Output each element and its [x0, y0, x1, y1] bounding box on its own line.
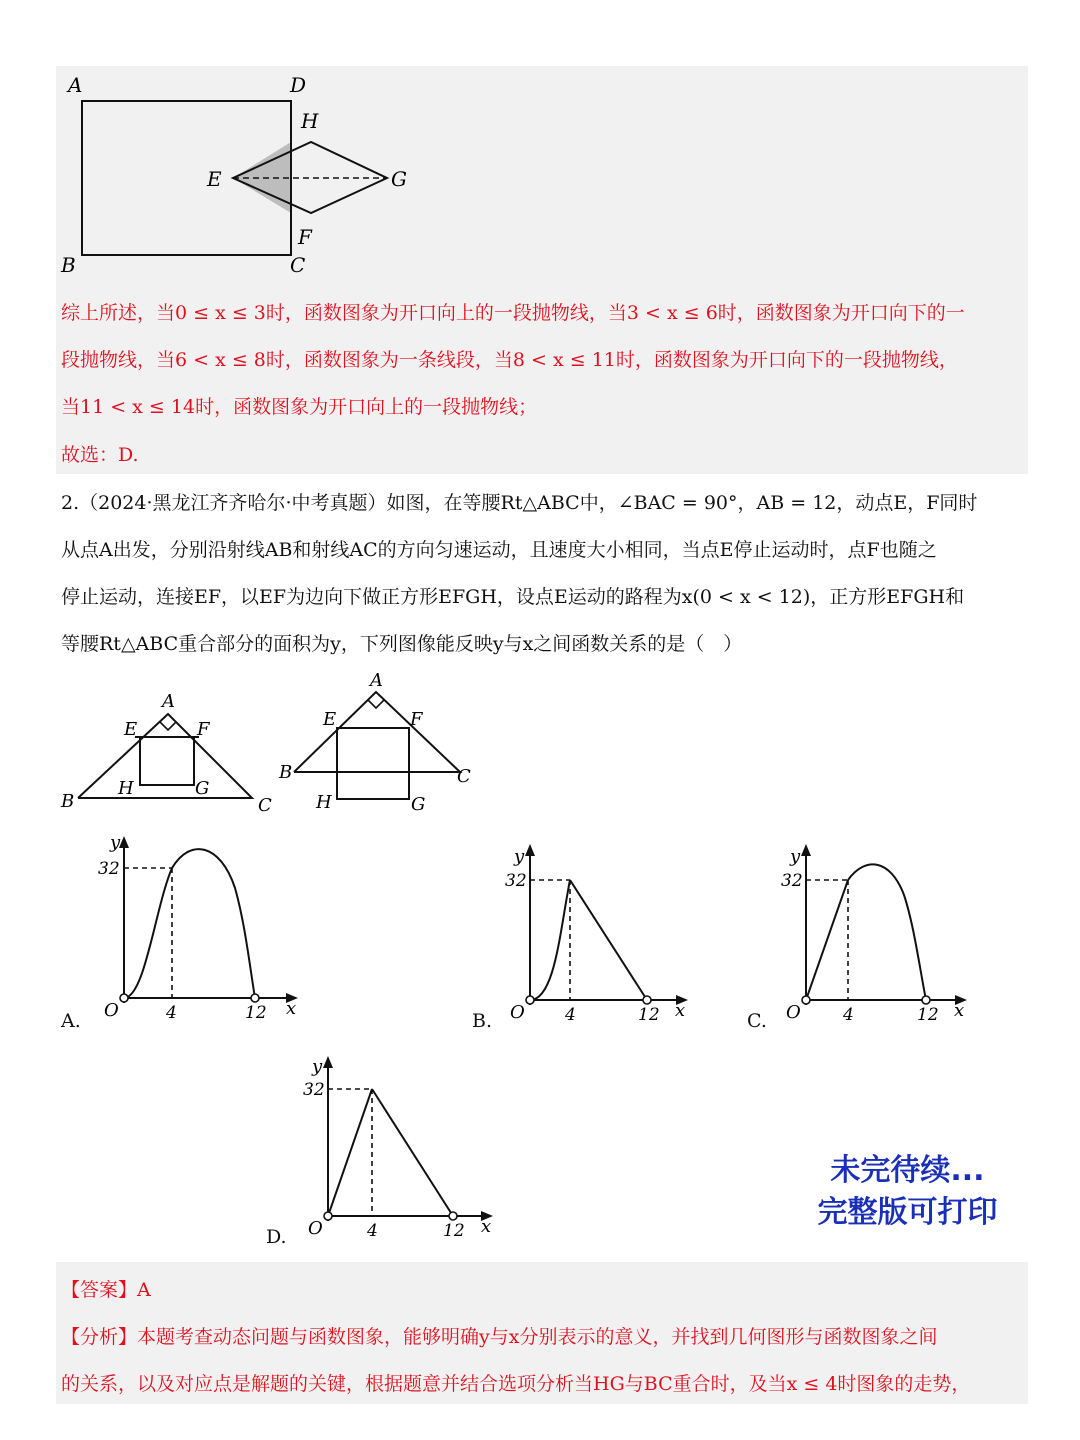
- opt-b-origin: O: [510, 1002, 525, 1023]
- tri2-label-E: E: [323, 709, 337, 730]
- answer-line: 【答案】A: [61, 1279, 151, 1301]
- opt-d-y-mark: 32: [303, 1080, 325, 1100]
- opt-d-x-mark-4: 4: [367, 1221, 378, 1240]
- label-A: A: [68, 73, 83, 97]
- tri1-label-A: A: [162, 691, 175, 712]
- tri2-label-G: G: [411, 794, 426, 815]
- label-G: G: [391, 167, 407, 191]
- option-a-label[interactable]: A.: [61, 1010, 81, 1032]
- analysis-line-1: 【分析】本题考查动态问题与函数图象，能够明确y与x分别表示的意义，并找到几何图形与函数图象之间: [61, 1326, 938, 1348]
- opt-c-x-mark-12: 12: [917, 1005, 939, 1025]
- opt-b-x-mark-4: 4: [565, 1005, 576, 1025]
- opt-a-origin: O: [104, 1000, 119, 1021]
- opt-a-x-mark-4: 4: [166, 1003, 177, 1023]
- solution-final-answer: 故选：D.: [61, 444, 139, 466]
- opt-a-x-axis: x: [286, 998, 297, 1019]
- tri1-label-H: H: [118, 778, 134, 799]
- option-c-label[interactable]: C.: [747, 1010, 767, 1032]
- option-b-label[interactable]: B.: [472, 1010, 493, 1032]
- label-H: H: [301, 109, 319, 133]
- tri2-label-A: A: [370, 670, 383, 691]
- tri2-label-B: B: [279, 762, 293, 783]
- analysis-line-2: 的关系，以及对应点是解题的关键，根据题意并结合选项分析当HG与BC重合时，及当x ≤ 4时图象的走势，: [61, 1373, 971, 1395]
- opt-c-x-mark-4: 4: [843, 1005, 854, 1025]
- opt-d-origin: O: [308, 1218, 323, 1239]
- label-F: F: [298, 225, 312, 249]
- option-d-graph: [298, 1050, 508, 1240]
- option-c-graph: [776, 840, 976, 1030]
- solution-line-2: 段抛物线，当6 < x ≤ 8时，函数图象为一条线段，当8 < x ≤ 11时，函数图象为开口向下的一段抛物线，: [61, 349, 958, 371]
- label-E: E: [207, 167, 222, 191]
- opt-c-y-axis: y: [790, 846, 801, 867]
- question-line-4: 等腰Rt△ABC重合部分的面积为y，下列图像能反映y与x之间函数关系的是（ ）: [61, 633, 743, 655]
- tri2-label-C: C: [457, 766, 471, 787]
- tri1-label-G: G: [195, 778, 210, 799]
- opt-b-x-axis: x: [675, 1000, 686, 1021]
- tri2-label-H: H: [316, 792, 332, 813]
- opt-c-origin: O: [786, 1002, 801, 1023]
- rectangle-rhombus-figure: [56, 66, 456, 286]
- question-line-1: 2.（2024·黑龙江齐齐哈尔·中考真题）如图，在等腰Rt△ABC中，∠BAC = 90°，AB = 12，动点E，F同时: [61, 492, 978, 514]
- opt-d-y-axis: y: [312, 1056, 323, 1077]
- tri1-label-C: C: [258, 795, 272, 815]
- label-C: C: [290, 253, 306, 277]
- opt-c-y-mark: 32: [781, 871, 803, 891]
- question-line-2: 从点A出发，分别沿射线AB和射线AC的方向匀速运动，且速度大小相同，当点E停止运动时，点F也随之: [61, 539, 937, 561]
- opt-d-x-axis: x: [481, 1216, 492, 1237]
- option-b-graph: [500, 840, 700, 1030]
- promo-line-1: 未完待续...: [830, 1153, 985, 1188]
- triangle-figure-2: [276, 670, 486, 820]
- option-d-label[interactable]: D.: [266, 1226, 287, 1248]
- opt-b-x-mark-12: 12: [638, 1005, 660, 1025]
- option-a-graph: [90, 828, 310, 1028]
- opt-c-x-axis: x: [954, 1000, 965, 1021]
- tri1-label-F: F: [197, 719, 210, 740]
- opt-a-x-mark-12: 12: [245, 1003, 267, 1023]
- question-line-3: 停止运动，连接EF，以EF为边向下做正方形EFGH，设点E运动的路程为x(0 < x < 12)，正方形EFGH和: [61, 586, 965, 608]
- opt-a-y-mark: 32: [98, 859, 120, 879]
- label-D: D: [290, 73, 307, 97]
- solution-line-3: 当11 < x ≤ 14时，函数图象为开口向上的一段抛物线；: [61, 396, 538, 418]
- opt-b-y-axis: y: [514, 846, 525, 867]
- label-B: B: [61, 253, 76, 277]
- promo-text: [790, 1150, 1025, 1234]
- tri1-label-B: B: [61, 791, 75, 812]
- tri1-label-E: E: [124, 719, 138, 740]
- solution-line-1: 综上所述，当0 ≤ x ≤ 3时，函数图象为开口向上的一段抛物线，当3 < x ≤ 6时，函数图象为开口向下的一: [61, 302, 965, 324]
- opt-d-x-mark-12: 12: [443, 1221, 465, 1240]
- promo-line-2: 完整版可打印: [817, 1195, 998, 1230]
- opt-b-y-mark: 32: [505, 871, 527, 891]
- tri2-label-F: F: [410, 709, 423, 730]
- opt-a-y-axis: y: [110, 832, 121, 853]
- triangle-figure-1: [56, 685, 286, 815]
